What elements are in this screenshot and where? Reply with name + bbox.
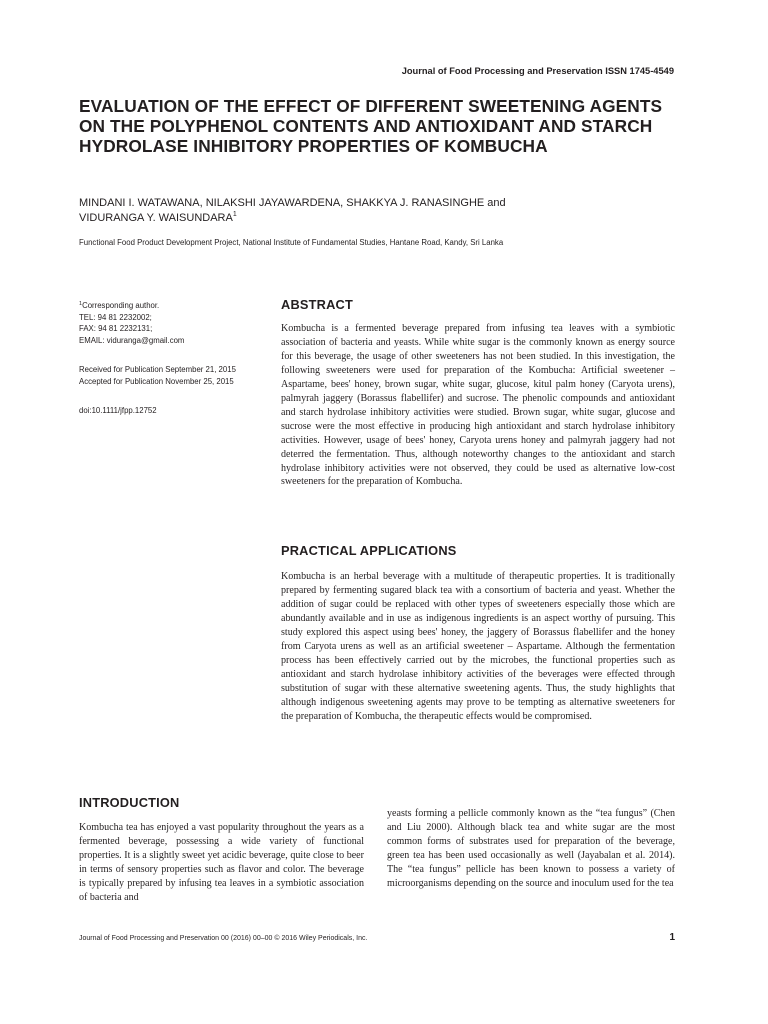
abstract-heading: ABSTRACT: [281, 297, 353, 312]
affiliation: Functional Food Product Development Project, National Institute of Fundamental Studies, Hantane Road, Kandy, Sri Lanka: [79, 238, 504, 247]
received-date: Received for Publication September 21, 2015: [79, 365, 236, 374]
publication-dates: [79, 364, 264, 387]
author-name-last: VIDURANGA Y. WAISUNDARA: [79, 212, 233, 224]
author-line-1: MINDANI I. WATAWANA, NILAKSHI JAYAWARDENA, SHAKKYA J. RANASINGHE and: [79, 197, 506, 209]
abstract-text: Kombucha is a fermented beverage prepared from infusing tea leaves with a symbiotic association of bacteria and yeasts. While white sugar is the commonly known as energy source for this beverage, the usage of other sweeteners has not been studied. In this investigation, the following sweeteners were used for preparation of the Kombucha: Artificial sweetener – Aspartame, bees' honey, brown sugar, white sugar, glucose, kitul palm honey (Caryota urens), palmyrah jaggery (Borassus flabellifer) and sucrose. The phenolic compounds and antioxidant and starch hydrolase inhibitory activities were studied. Brown sugar, white sugar, glucose and sucrose were the most effective in producing high antioxidant and starch hydrolase inhibitory activities. However, usage of bees' honey, Caryota urens honey and palmyrah jaggery had not deterred the fermentation. Thus, although noteworthy changes to the antioxidant and starch hydrolase inhibitory activities were not observed, they could be used as alternative low-cost sweeteners for the preparation of Kombucha.: [281, 323, 675, 488]
corresponding-author-text: Corresponding author.: [82, 301, 160, 310]
email-line: EMAIL: viduranga@gmail.com: [79, 335, 185, 345]
page-number: 1: [669, 932, 675, 943]
practical-applications-heading: PRACTICAL APPLICATIONS: [281, 543, 457, 558]
introduction-column-1: Kombucha tea has enjoyed a vast popularity throughout the years as a fermented beverage, possessing a wide variety of functional properties. It is a slightly sweet yet acidic beverage, quite close to beer in terms of sensory properties such as flavor and color. The beverage is typically prepared by infusing tea leaves in a symbiotic association of bacteria and: [79, 822, 364, 903]
accepted-date: Accepted for Publication November 25, 2015: [79, 376, 234, 386]
practical-applications-text: Kombucha is an herbal beverage with a multitude of therapeutic properties. It is traditionally prepared by fermenting sugared black tea with a consortium of bacteria and yeast. Whether the addition of sugar could be replaced with other types of sweeteners especially those which are abundantly available and in use as indigenous ingredients is an aspect worthy of pursuing. This study explored this aspect using bees' honey, the jaggery of Borassus flabellifer and the honey from Caryota urens as well as an artificial sweetener – Aspartame. Although the fermentation process has been effectively carried out by the microbes, the functional properties such as antioxidant and starch hydrolase inhibitory activities of the beverages were effected through substitution of sugar with these alternative sweetening agents. Thus, the study highlights that although indigenous sweetening agents may prove to be tempting as alternative sweeteners for the preparation of Kombucha, the therapeutic effects would be compromised.: [281, 571, 675, 722]
introduction-heading: INTRODUCTION: [79, 795, 180, 810]
tel-line: TEL: 94 81 2232002;: [79, 312, 152, 322]
author-list: [79, 196, 619, 226]
corresponding-marker: 1: [232, 211, 237, 218]
footer-citation: Journal of Food Processing and Preservation 00 (2016) 00–00 © 2016 Wiley Periodicals, Inc.: [79, 935, 368, 942]
author-line-2: [79, 211, 619, 226]
corresponding-author-marker: 1: [79, 301, 83, 307]
article-title: EVALUATION OF THE EFFECT OF DIFFERENT SWEETENING AGENTS ON THE POLYPHENOL CONTENTS AND ANTIOXIDANT AND STARCH HYDROLASE INHIBITORY PROPERTIES OF KOMBUCHA: [79, 96, 663, 156]
corresponding-author-label: [79, 300, 264, 312]
introduction-column-2: yeasts forming a pellicle commonly known as the “tea fungus” (Chen and Liu 2000). Although black tea and white sugar are the most common forms of substrates used for preparation of the beverage, green tea has been used occasionally as well (Jayabalan et al. 2014). The “tea fungus” pellicle has been known to possess a variety of microorganisms depending on the source and inoculum used for the tea: [387, 808, 675, 889]
journal-header: Journal of Food Processing and Preservation ISSN 1745-4549: [401, 66, 674, 76]
corresponding-author-block: [79, 300, 264, 346]
fax-line: FAX: 94 81 2232131;: [79, 324, 153, 334]
doi: doi:10.1111/jfpp.12752: [79, 406, 157, 415]
